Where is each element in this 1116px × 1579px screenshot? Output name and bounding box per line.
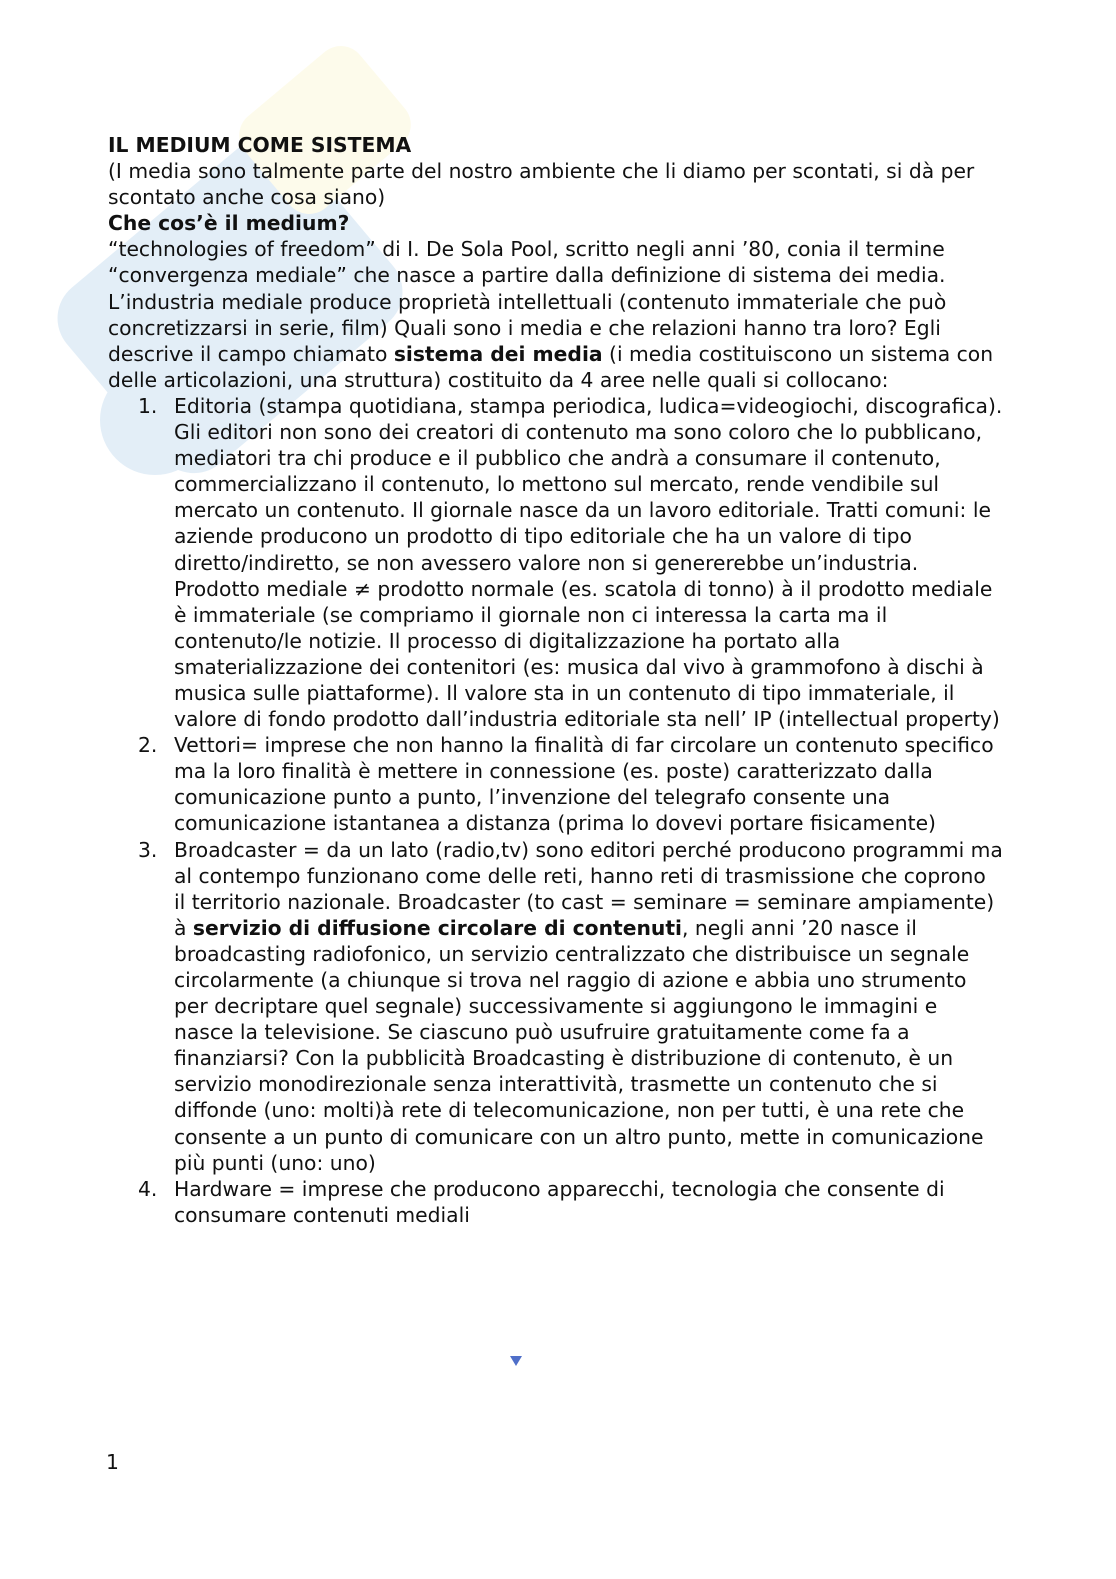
list-item-number: 4. xyxy=(138,1176,158,1201)
list-item-detail: Gli editori non sono dei creatori di contenuto ma sono coloro che lo pubblicano, mediatori tra chi produce e il pubblico che andrà a consumare il contenuto, commercializzano il contenuto, lo mettono sul mercato, rende vendibile sul mercato un contenuto. Il giornale nasce da un lavoro editoriale. Tratti comuni: le aziende producono un prodotto di tipo editoriale che ha un valore di tipo diretto/indiretto, se non avessero valore non si genererebbe un’industria. Prodotto mediale ≠ prodotto normale (es. scatola di tonno) à il prodotto mediale è immateriale (se compriamo il giornale non ci interessa la carta ma il contenuto/le notizie. Il processo di digitalizzazione ha portato alla smaterializzazione dei contenitori (es: musica dal vivo à grammofono à dischi à musica sulle piattaforme). Il valore sta in un contenuto di tipo immateriale, il valore di fondo prodotto dall’industria editoriale sta nell’ IP (intellectual property) xyxy=(174,420,1000,732)
media-areas-list xyxy=(108,393,1003,1228)
list-item-number: 3. xyxy=(138,837,158,862)
list-item-text: Hardware = imprese che producono apparecchi, tecnologia che consente di consumare contenuti mediali xyxy=(174,1176,945,1227)
list-item-hardware xyxy=(108,1176,1003,1228)
list-item-text xyxy=(174,837,1003,1176)
list-item-text-end: , negli anni ’20 nasce il broadcasting radiofonico, un servizio centralizzato che distribuisce un segnale circolarmente (a chiunque si trova nel raggio di azione e abbia uno strumento per decriptare quel segnale) successivamente si aggiungono le immagini e nasce la televisione. Se ciascuno può usufruire gratuitamente come fa a finanziarsi? Con la pubblicità Broadcasting è distribuzione di contenuto, è un servizio monodirezionale senza interattività, trasmette un contenuto che si diffonde (uno: molti)à rete di telecomunicazione, non per tutti, è una rete che consente a un punto di comunicare con un altro punto, mette in comunicazione più punti (uno: uno) xyxy=(174,915,984,1175)
document-title: IL MEDIUM COME SISTEMA xyxy=(108,133,412,157)
definition-bold-term: sistema dei media xyxy=(393,341,603,366)
definition-paragraph xyxy=(108,236,1003,393)
list-item-bold-term: servizio di diffusione circolare di contenuti xyxy=(192,915,683,940)
section-heading: Che cos’è il medium? xyxy=(108,211,350,236)
definition-text-start: “technologies of freedom” di I. De Sola Pool, scritto negli anni ’80, conia il termine “convergenza mediale” che nasce a partire dalla definizione di sistema dei media. L’industria mediale produce proprietà intellettuali (contenuto immateriale che può concretizzarsi in serie, film) Quali sono i media e che relazioni hanno tra loro? Egli descrive il campo chiamato xyxy=(108,237,947,366)
list-item-number: 2. xyxy=(138,733,158,758)
document-body xyxy=(108,132,1003,1228)
definition-text-end: (i media costituiscono un sistema con delle articolazioni, una struttura) costituito da 4 aree nelle quali si collocano: xyxy=(108,341,994,392)
list-item-text-start: Broadcaster = da un lato (radio,tv) sono editori perché producono programmi ma al contempo funzionano come delle reti, hanno reti di trasmissione che coprono il territorio nazionale. Broadcaster (to cast = seminare = seminare ampiamente) à xyxy=(174,837,1003,940)
list-item-text: Editoria (stampa quotidiana, stampa periodica, ludica=videogiochi, discografica). xyxy=(174,393,1003,418)
list-item-number: 1. xyxy=(138,393,158,418)
intro-paragraph: (I media sono talmente parte del nostro ambiente che li diamo per scontati, si dà per scontato anche cosa siano) xyxy=(108,159,975,210)
list-item-editoria xyxy=(108,393,1003,732)
text-cursor-marker xyxy=(510,1356,522,1366)
list-item-text: Vettori= imprese che non hanno la finalità di far circolare un contenuto specifico ma la loro finalità è mettere in connessione (es. poste) caratterizzato dalla comunicazione punto a punto, l’invenzione del telegrafo consente una comunicazione istantanea a distanza (prima lo dovevi portare fisicamente) xyxy=(174,733,994,836)
list-item-broadcaster xyxy=(108,837,1003,1176)
page-number: 1 xyxy=(106,1450,119,1474)
list-item-vettori xyxy=(108,732,1003,836)
